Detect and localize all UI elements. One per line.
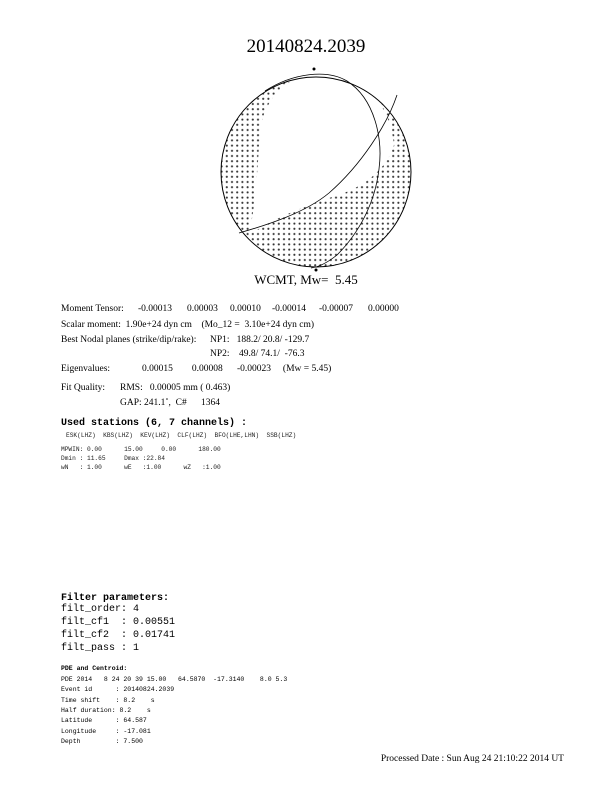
moment-tensor-value: 0.00010: [230, 304, 261, 314]
scalar-moment: Scalar moment: 1.90e+24 dyn cm (Mo_12 = 3.10e+24 dyn cm): [61, 320, 315, 330]
filter-cf2: filt_cf2 : 0.01741: [61, 630, 176, 641]
moment-tensor-value: -0.00013: [138, 304, 173, 314]
stations-list: ESK(LHZ) KBS(LHZ) KEV(LHZ) CLF(LHZ) BFO(LHE,LHN) SSB(LHZ): [66, 432, 297, 439]
fit-quality-label: Fit Quality:: [61, 383, 106, 393]
stations-weights: wN : 1.00 wE :1.00 wZ :1.00: [61, 464, 221, 471]
eigenvalues-values: 0.00015 0.00008 -0.00023 (Mw = 5.45): [142, 364, 332, 374]
moment-tensor-label: Moment Tensor:: [61, 304, 124, 314]
pde-line: PDE 2014 8 24 20 39 15.00 64.5870 -17.3140 8.0 5.3: [61, 676, 288, 683]
moment-tensor-value: 0.00003: [187, 304, 218, 314]
pde-latitude: Latitude : 64.587: [61, 717, 147, 724]
nodal-planes-label: Best Nodal planes (strike/dip/rake):: [61, 335, 197, 345]
fit-quality-rms: RMS: 0.00005 mm ( 0.463): [120, 383, 231, 393]
event-title: 20140824.2039: [246, 36, 366, 57]
beachball-diagram: [219, 65, 419, 275]
eigenvalues-label: Eigenvalues:: [61, 364, 111, 374]
fit-quality-gap: GAP: 241.1˚, C# 1364: [120, 398, 221, 408]
stations-distance: Dmin : 11.65 Dmax :22.84: [61, 455, 165, 462]
nodal-plane-1-values: NP1: 188.2/ 20.8/ -129.7: [210, 335, 310, 345]
pde-event-id: Event id : 20140824.2039: [61, 686, 175, 693]
moment-tensor-value: -0.00007: [319, 304, 354, 314]
moment-tensor-value: 0.00000: [368, 304, 399, 314]
pde-time-shift: Time shift : 8.2 s: [61, 697, 155, 704]
pde-longitude: Longitude : -17.081: [61, 728, 151, 735]
filter-order: filt_order: 4: [61, 604, 140, 615]
pde-half-duration: Half duration: 8.2 s: [61, 707, 151, 714]
processed-date: Processed Date : Sun Aug 24 21:10:22 2014 UT: [380, 754, 564, 764]
filter-pass: filt_pass : 1: [61, 643, 140, 654]
stations-title: Used stations (6, 7 channels) :: [61, 418, 248, 429]
pde-title: PDE and Centroid:: [61, 665, 128, 672]
mw-label: WCMT, Mw= 5.45: [254, 272, 358, 287]
moment-tensor-value: -0.00014: [272, 304, 307, 314]
filter-cf1: filt_cf1 : 0.00551: [61, 617, 176, 628]
filter-title: Filter parameters:: [61, 593, 170, 604]
nodal-plane-2-values: NP2: 49.8/ 74.1/ -76.3: [210, 349, 305, 359]
stations-mpwin: MPWIN: 0.00 15.00 0.00 180.00: [61, 446, 221, 453]
north-marker: [313, 68, 316, 71]
pde-depth: Depth : 7.500: [61, 738, 143, 745]
